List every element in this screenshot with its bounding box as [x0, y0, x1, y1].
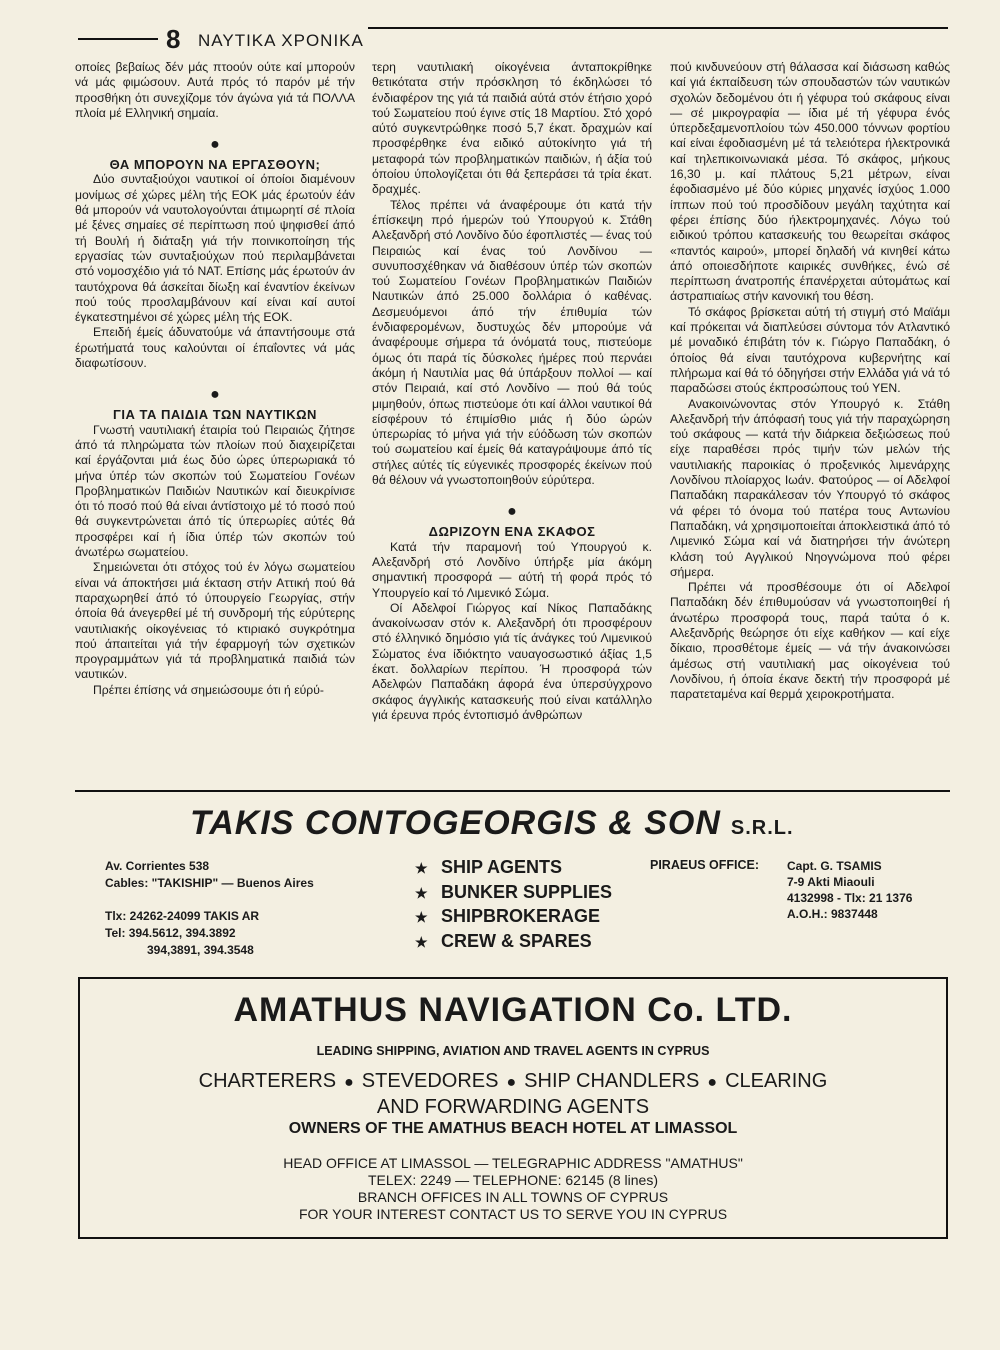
ad-service-item: [415, 930, 612, 955]
company-suffix: S.R.L.: [730, 817, 794, 839]
ad-contact-block: [80, 1155, 946, 1223]
service-label: SHIP AGENTS: [441, 857, 563, 877]
column2-paragraph: Οί Αδελφοί Γιώργος καί Νίκος Παπαδάκης άνακοίνωσαν στόν κ. Αλεξανδρή ότι προσφέρουν στό έλληνικό δημόσιο γιά τίς άνάγκες τού Λιμενικού Σώματος ένα ίδιόκτητο ναυαγοσωστικό άξίας 1,5 έκατ. δολλαρίων περίπου. Ή προσφορά τών Αδελφών Παπαδάκη άφορά ένα ύπερσύγχρονο σκάφος άγγλικής κατασκευής πού είναι κατάλληλο γιά έρευνα πρός έντοπισμό άνθρώπων: [372, 600, 652, 722]
article-column-3: [670, 60, 950, 702]
section-bullet-icon: ●: [210, 136, 220, 154]
bullet-icon: ●: [506, 1074, 517, 1091]
page-number: 8: [166, 24, 181, 54]
advertisement-amathus: [78, 977, 948, 1239]
service-label: CHARTERERS: [198, 1070, 337, 1092]
publication-title: ΝΑΥΤΙΚΑ ΧΡΟΝΙΚΑ: [198, 31, 364, 50]
column2-paragraph: Κατά τήν παραμονή τού Υπουργού κ. Αλεξανδρή στό Λονδίνο ύπήρξε μία άκόμη σημαντική προσφορά — αύτή τή φορά πρός τό Υπουργείο καί τό Λιμενικό Σώμα.: [372, 539, 652, 600]
ad-contact-line: FOR YOUR INTEREST CONTACT US TO SERVE YOU IN CYPRUS: [298, 1206, 728, 1222]
divider-rule: [75, 790, 950, 792]
column3-paragraph: Πρέπει νά προσθέσουμε ότι οί Αδελφοί Παπαδάκη δέν έπιθυμούσαν νά γνωστοποιηθεί ή άνωτέρω προσφορά τους, παρά ταύτα ό κ. Αλεξανδρής θεώρησε ότι είχε καθήκον — καί είχε δίκαιο, προσθέτομε έμείς — νά τήν άνακοινώσει άμέσως στή ναυτιλιακή μας οίκογένεια τού Λονδίνου, ή όποία έκανε δεκτή τήν προσφορά μέ παρατεταμένα καί θερμά χειροκροτήματα.: [670, 580, 950, 702]
service-label: SHIPBROKERAGE: [441, 906, 601, 926]
ad-address: Av. Corrientes 538: [105, 859, 210, 873]
section-bullet-icon: ●: [507, 503, 517, 521]
column3-paragraph: πού κινδυνεύουν στή θάλασσα καί διάσωση καθώς καί γιά έκπαίδευση τών σπουδαστών τών ναυτικών σχολών δεδομένου ότι ή γέφυρα τού σκάφους είναι — σέ μικρογραφία — ίδια μέ τή γέφυρα ένός ύπερδεξαμενοπλοίου τών 450.000 τόννων φορτίου καί είναι έφοδιασμένη μέ τά τελειότερα ήλεκτρονικά καί τηλεπικοινωνιακά μέσα. Τό σκάφος, μήκους 16,30 μ. καί πλάτους 5,21 μέτρων, είναι έφοδιασμένο μέ δύο κύριες μηχανές ίσχύος 1.000 ίππων πού τού προσδίδουν μεγάλη ταχύτητα καί φέρει έπίσης δύο ήλεκτρομηχανές. Λόγω τού ειδικού τρόπου κατασκευής του θεωρείται σκάφος «παντός καιρού», μπορεί δηλαδή νά κινηθεί κάτω άπό οποιεσδήποτε καιρικές συνθήκες, ένώ σέ περίπτωση άνατροπής έπανέρχεται αύτομάτως καί άστραπιαίως στήν κανονική του θέση.: [670, 60, 950, 304]
ad-service-item: [415, 905, 612, 930]
section-bullet-icon: ●: [210, 386, 220, 404]
advertisement-contogeorgis: [75, 796, 950, 966]
page-header: [78, 24, 948, 54]
column1-paragraph: Επειδή έμείς άδυνατούμε νά άπαντήσουμε στά έρωτήματά τους καλούνται οί έπαΐοντες νά μάς διαφωτίσουν.: [75, 325, 355, 371]
ad-telephone-2: 394,3891, 394.3548: [147, 943, 254, 957]
ad-telephone: Tel: 394.5612, 394.3892: [105, 926, 236, 940]
star-icon: ★: [415, 933, 428, 950]
ad-company-name: [190, 804, 794, 843]
column3-paragraph: Τό σκάφος βρίσκεται αύτή τή στιγμή στό Μαϊάμι καί πρόκειται νά διαπλεύσει σύντομα τόν Ατλαντικό μέ μοναδικό έπιβάτη τόν κ. Γιώργο Παπαδάκη, ό όποίος θά είναι ταυτόχρονα κυβερνήτης καί πλήρωμα καί θά τό όδηγήσει στήν Ελλάδα γιά νά τό παραδώσει στούς έκπροσώπους τού ΥΕΝ.: [670, 304, 950, 396]
column2-paragraph: τερη ναυτιλιακή οίκογένεια άνταποκρίθηκε θετικότατα στήν πρόσκληση τό έκδηλώσει τό ένδιαφέρον της γιά τά παιδιά αύτά στόν έτήσιο χορό τού Σωματείου πού έγινε στίς 18 Μαρτίου. Στό χορό αύτό συγκεντρώθηκε ποσό 5,7 έκατ. δραχμών καί προσφέρθηκε ένα ειδικό αύτοκίνητο γιά τή μεταφορά τών προβληματικών παιδιών, ή άξία τού όποίου ύπολογίζεται ότι θά ξεπεράσει τά τρία έκατ. δραχμές.: [372, 60, 652, 197]
column3-paragraph: Ανακοινώνοντας στόν Υπουργό κ. Στάθη Αλεξανδρή τήν άπόφασή τους γιά τήν παραχώρηση τού σκάφους — κατά τήν διάρκεια δεξιώσεως πού είχε παραθέσει πρός τιμήν τών μελών τής ναυτιλιακής παροικίας ό προξενικός λιμενάρχης Λονδίνου πλοίαρχος Ιωάν. Φατούρος — οί Αδελφοί Παπαδάκη παρακάλεσαν τόν Υπουργό τό σκάφος νά φέρει τό όνομα τού πατέρα τους Αντωνίου Παπαδάκη, νά χρησιμοποιείται άποκλειστικά άπό τό Λιμενικό Σώμα καί νά διατηρήσει τήν άνώτερη κλάση τού Αγγλικού Νηογνώμονα πού φέρει σήμερα.: [670, 396, 950, 579]
service-label: CREW & SPARES: [441, 930, 592, 951]
column1-paragraph: Δύο συνταξιούχοι ναυτικοί οί όποίοι διαμένουν μονίμως σέ χώρες μέλη τής ΕΟΚ μάς έρωτούν έάν θά μπορούν νά ναυτολογούνται άτιμωρητί σέ πλοία μέ ξένες σημαίες σέ περίπτωση πού ψηφισθεί άπό τή Βουλή ή διάταξη γιά τήν ποινικοποίηση τής εργασίας τών συνταξιούχων πού περιλαμβάνεται στό νομοσχέδιο γιά τό ΝΑΤ. Επίσης μάς έρωτούν άν ταυτόχρονα θά άσκείται δίωξη καί έναντίον έκείνων πού τούς προσλαμβάνουν καί είναι καί αυτοί έγκατεστημένοι σέ χώρες μέλη τής ΕΟΚ.: [75, 172, 355, 325]
ad-contact-line: HEAD OFFICE AT LIMASSOL — TELEGRAPHIC ADDRESS "AMATHUS": [283, 1155, 743, 1171]
star-icon: ★: [415, 884, 428, 901]
office-contact: Capt. G. TSAMIS: [787, 859, 882, 873]
bullet-icon: ●: [707, 1074, 718, 1091]
column1-paragraph: Πρέπει έπίσης νά σημειώσουμε ότι ή εύρύ-: [93, 682, 324, 697]
article-column-1: [75, 60, 355, 698]
ad-service-item: [415, 881, 612, 906]
ad-company-name: AMATHUS NAVIGATION Co. LTD.: [233, 991, 793, 1029]
ad-cables: Cables: "TAKISHIP" — Buenos Aires: [105, 876, 314, 890]
ad-owners-line: OWNERS OF THE AMATHUS BEACH HOTEL AT LIMASSOL: [288, 1120, 738, 1137]
header-rule-left: [78, 38, 158, 40]
ad-service-item: [415, 856, 612, 881]
office-aoh: A.O.H.: 9837448: [787, 907, 878, 921]
column2-paragraph: Τέλος πρέπει νά άναφέρουμε ότι κατά τήν έπίσκεψη πρό ήμερών τού Υπουργού κ. Στάθη Αλεξανδρή στό Λονδίνο δύο έφοπλιστές — ένας τού Πειραιώς καί ένας τού Λονδίνου — συνυποσχέθηκαν νά διαθέσουν ύπέρ τών σκοπών τού Σωματείου Γονέων Προβληματικών Παιδιών Ναυτικών άπό 25.000 δολλάρια ό καθένας. Δεσμευόμενοι άπό τήν έπιθυμία τών ένδιαφερομένων, δυστυχώς δέν μπορούμε νά άναφέρουμε σήμερα τά όνόματά τους, πιστεύομε όμως ότι παρά τίς δύσκολες ήμέρες πού περνάει άκόμη ή Ναυτιλία μας θά ύπάρξουν πολλοί — καί στόν Πειραιά, καί στό Λονδίνο — πού θά τούς μιμηθούν, όπως πιστεύομε ότι καί άλλοι ναυτικοί θά είσφέρουν τό έπιμίσθιο μιάς ή δύο ώρών ύπερωρίας τό μήνα γιά τήν εύόδωση τών σκοπών τού σωματείου καί έμείς θά καταγράψουμε άπό τίς στήλες αύτές τίς εύγενικές προσφορές έκείνων πού θά θέλουν νά γνωστοποιηθούν εύρύτερα.: [372, 197, 652, 488]
article-column-2: [372, 60, 652, 723]
ad-contact-line: TELEX: 2249 — TELEPHONE: 62145 (8 lines): [368, 1172, 658, 1188]
star-icon: ★: [415, 860, 428, 876]
column1-paragraph: Σημειώνεται ότι στόχος τού έν λόγω σωματείου είναι νά άποκτήσει μιά έκταση στήν Αττική πού θά παραχωρηθεί άπό τό ύπουργείο Γεωργίας, στήν όποία θά άνεγερθεί μέ τή συνδρομή τής εύρύτερης ναυτιλιακής οίκογένειας τό κτιριακό συγκρότημα πού άπαιτείται γιά τήν έφαρμογή τών σχετικών προγραμμάτων γιά τά προβληματικά παιδιά τών ναυτικών.: [75, 560, 355, 682]
section-heading-vessel: ΔΩΡΙΖΟΥΝ ΕΝΑ ΣΚΑΦΟΣ: [428, 524, 596, 540]
star-icon: ★: [415, 909, 428, 925]
ad-services-list: [415, 856, 612, 954]
service-label: CLEARING: [725, 1070, 828, 1092]
column1-intro: οποίες βεβαίως δέν μάς πτοούν ούτε καί μπορούν νά μάς φιμώσουν. Αυτά πρός τό παρόν μέ τήν προσθήκη ότι συνεχίζομε τόν άγώνα γιά τά ΠΟΛΛΑ πλοία μέ Ελληνική σημαία.: [75, 60, 355, 120]
ad-tagline: LEADING SHIPPING, AVIATION AND TRAVEL AGENTS IN CYPRUS: [316, 1044, 710, 1058]
office-phone: 4132998 - Tlx: 21 1376: [787, 891, 913, 905]
service-label: SHIP CHANDLERS: [524, 1070, 700, 1092]
ad-contact-block: [105, 858, 314, 959]
service-label: BUNKER SUPPLIES: [441, 881, 613, 902]
ad-contact-line: BRANCH OFFICES IN ALL TOWNS OF CYPRUS: [357, 1189, 669, 1205]
bullet-icon: ●: [344, 1074, 354, 1091]
column1-paragraph: Γνωστή ναυτιλιακή έταιρία τού Πειραιώς ζήτησε άπό τά πληρώματα τών πλοίων πού διαχειρίζεται καί έργάζονται μιά έως δύο ώρες ύπερωριακά τό μήνα ύπέρ τών σκοπών τού Σωματείου Γονέων Προβληματικών Παιδιών Ναυτικών καί διευκρίνισε ότι τό ποσό πού θά είναι άντίστοιχο μέ τό ποσό πού θά συγκεντρώνεται άπό τίς ύπερωρίες αύτές θά προσφέρει καί ή ίδια ύπέρ τών σκοπών τού άνωτέρω σωματείου.: [75, 422, 355, 560]
ad-office-label: PIRAEUS OFFICE:: [650, 858, 760, 872]
ad-telex: Tlx: 24262-24099 TAKIS AR: [105, 909, 260, 923]
section-heading-children: ΓΙΑ ΤΑ ΠΑΙΔΙΑ ΤΩΝ ΝΑΥΤΙΚΩΝ: [113, 407, 317, 423]
ad-services-line: [80, 1069, 946, 1095]
office-address: 7-9 Akti Miaouli: [787, 875, 875, 889]
ad-office-details: [787, 858, 912, 922]
company-name-text: TAKIS CONTOGEORGIS & SON: [190, 804, 721, 842]
service-label: STEVEDORES: [361, 1070, 499, 1092]
header-rule-right: [368, 27, 948, 29]
section-heading-work: ΘΑ ΜΠΟΡΟΥΝ ΝΑ ΕΡΓΑΣΘΟΥΝ;: [109, 157, 321, 173]
ad-services-line-2: AND FORWARDING AGENTS: [376, 1096, 650, 1118]
